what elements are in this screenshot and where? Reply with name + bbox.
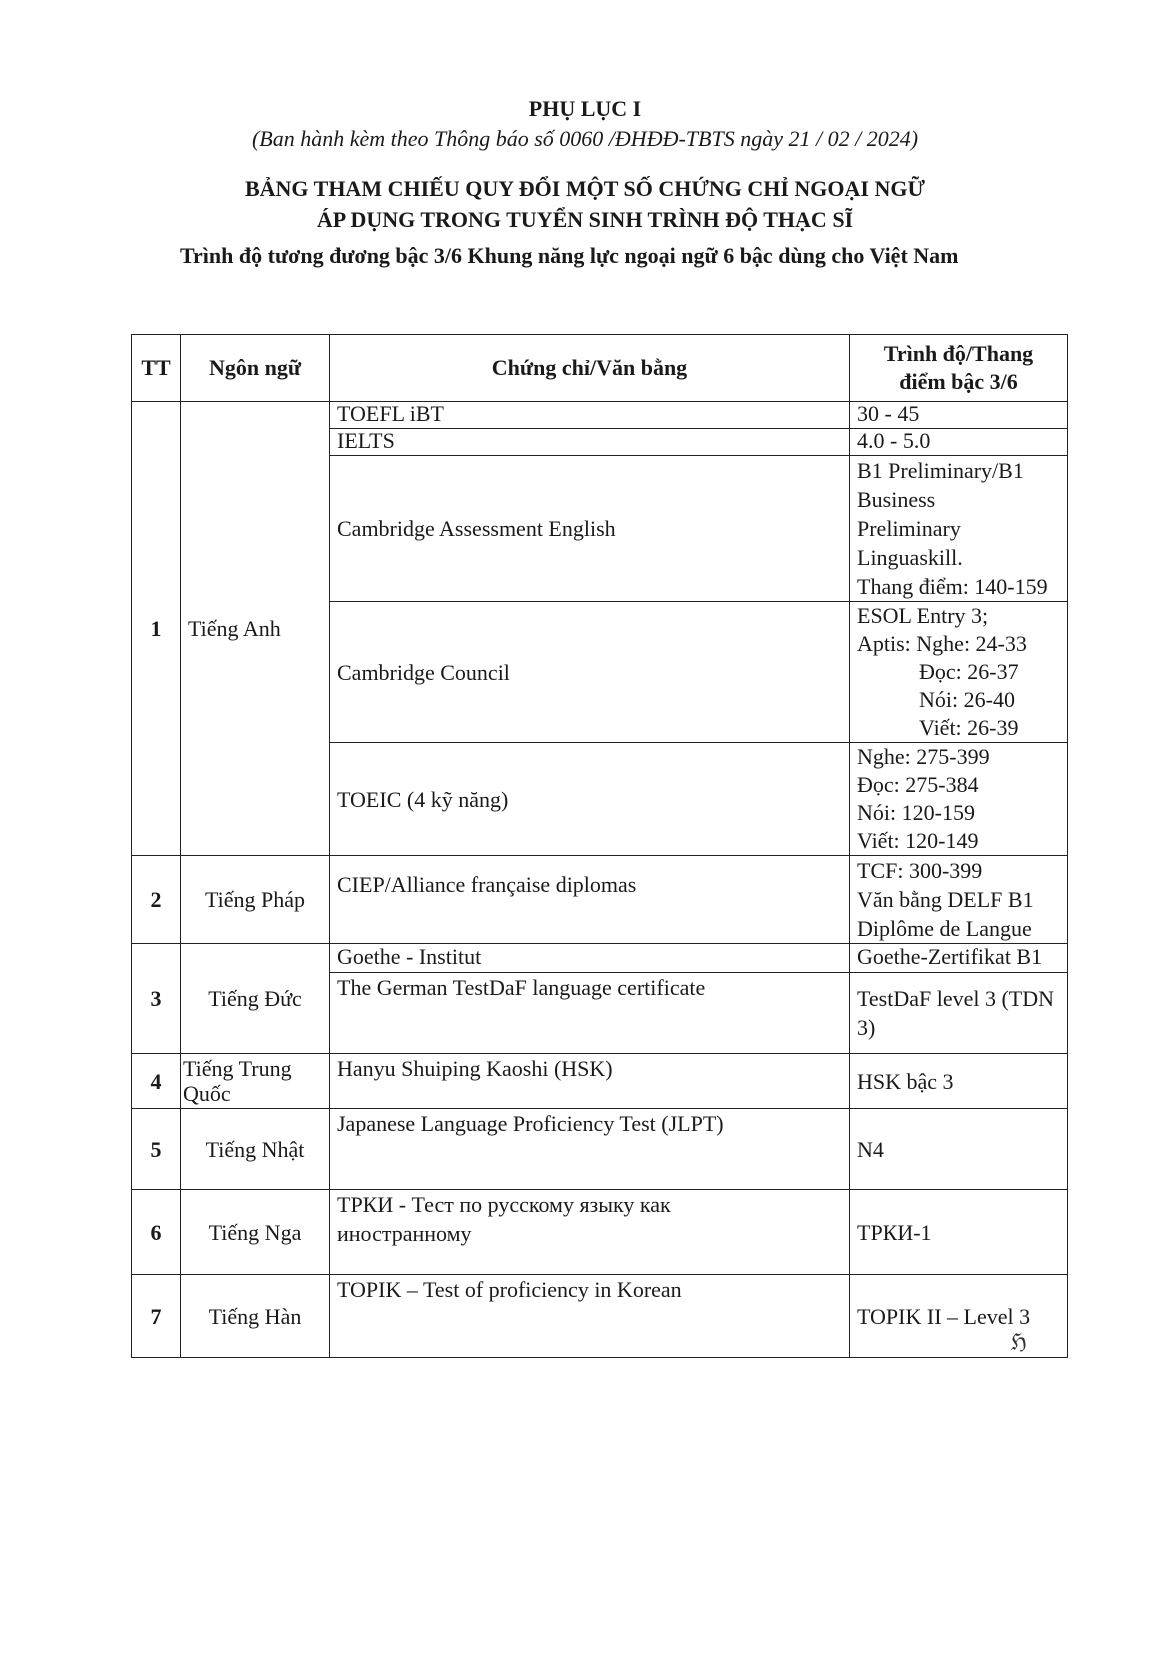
annex-title: PHỤ LỤC I	[528, 96, 642, 121]
certificate-cell: Hanyu Shuiping Kaoshi (HSK)	[330, 1054, 850, 1109]
row-number: 3	[132, 944, 181, 1054]
language-cell: Tiếng Hàn	[181, 1275, 330, 1358]
language-cell: Tiếng Trung Quốc	[181, 1054, 330, 1109]
certificate-cell: TOEFL iBT	[330, 402, 850, 429]
column-header-certificate: Chứng chỉ/Văn bằng	[330, 335, 850, 402]
table-row	[132, 1190, 1068, 1275]
certificate-cell: CIEP/Alliance française diplomas	[330, 856, 850, 944]
row-number: 7	[132, 1275, 181, 1358]
certificate-cell: TOEIC (4 kỹ năng)	[330, 743, 850, 856]
table-row	[132, 1275, 1068, 1358]
language-cell: Tiếng Pháp	[181, 856, 330, 944]
row-number: 6	[132, 1190, 181, 1275]
table-row	[132, 1109, 1068, 1190]
level-cell: TCF: 300-399 Văn bằng DELF B1 Diplôme de Langue	[850, 856, 1068, 944]
certificate-cell: IELTS	[330, 429, 850, 456]
level-cell: HSK bậc 3	[850, 1054, 1068, 1109]
issued-note: (Ban hành kèm theo Thông báo số 0060 /ĐHĐĐ-TBTS ngày 21 / 02 / 2024)	[251, 126, 919, 151]
certificate-cell: ТРКИ - Тест по русскому языку как иностранному	[330, 1190, 850, 1275]
level-cell: TestDaF level 3 (TDN 3)	[850, 973, 1068, 1054]
level-cell: Goethe-Zertifikat B1	[850, 944, 1068, 973]
handwritten-initial: ℌ	[1008, 1328, 1029, 1357]
table-header-row	[132, 335, 1068, 402]
language-cell: Tiếng Anh	[181, 402, 330, 856]
table-row	[132, 1054, 1068, 1109]
column-header-level: Trình độ/Thang điểm bậc 3/6	[850, 335, 1068, 402]
certificate-cell: Goethe - Institut	[330, 944, 850, 973]
level-cell: 4.0 - 5.0	[850, 429, 1068, 456]
row-number: 4	[132, 1054, 181, 1109]
column-header-tt: TT	[132, 335, 181, 402]
column-header-language: Ngôn ngữ	[181, 335, 330, 402]
document-title-line1: BẢNG THAM CHIẾU QUY ĐỔI MỘT SỐ CHỨNG CHỈ NGOẠI NGỮ	[244, 176, 925, 201]
level-cell: B1 Preliminary/B1 Business Preliminary Linguaskill. Thang điểm: 140-159	[850, 456, 1068, 602]
language-cell: Tiếng Nga	[181, 1190, 330, 1275]
level-cell: TOPIK II – Level 3	[850, 1275, 1068, 1358]
row-number: 5	[132, 1109, 181, 1190]
certificate-cell: Cambridge Assessment English	[330, 456, 850, 602]
level-cell: N4	[850, 1109, 1068, 1190]
level-cell: ТРКИ-1	[850, 1190, 1068, 1275]
document-subtitle: Trình độ tương đương bậc 3/6 Khung năng lực ngoại ngữ 6 bậc dùng cho Việt Nam	[180, 243, 959, 268]
document-title-line2: ÁP DỤNG TRONG TUYỂN SINH TRÌNH ĐỘ THẠC SĨ	[316, 207, 854, 232]
table-row	[132, 856, 1068, 944]
language-cell: Tiếng Đức	[181, 944, 330, 1054]
certificate-cell: The German TestDaF language certificate	[330, 973, 850, 1054]
table-row	[132, 402, 1068, 429]
language-cell: Tiếng Nhật	[181, 1109, 330, 1190]
certificate-conversion-table	[131, 334, 1068, 1358]
certificate-cell: Japanese Language Proficiency Test (JLPT)	[330, 1109, 850, 1190]
table-row	[132, 944, 1068, 973]
certificate-cell: TOPIK – Test of proficiency in Korean	[330, 1275, 850, 1358]
level-cell: Nghe: 275-399 Đọc: 275-384 Nói: 120-159 Viết: 120-149	[850, 743, 1068, 856]
row-number: 2	[132, 856, 181, 944]
certificate-cell: Cambridge Council	[330, 602, 850, 743]
level-cell: ESOL Entry 3; Aptis: Nghe: 24-33 Đọc: 26-37 Nói: 26-40 Viết: 26-39	[850, 602, 1068, 743]
row-number: 1	[132, 402, 181, 856]
level-cell: 30 - 45	[850, 402, 1068, 429]
